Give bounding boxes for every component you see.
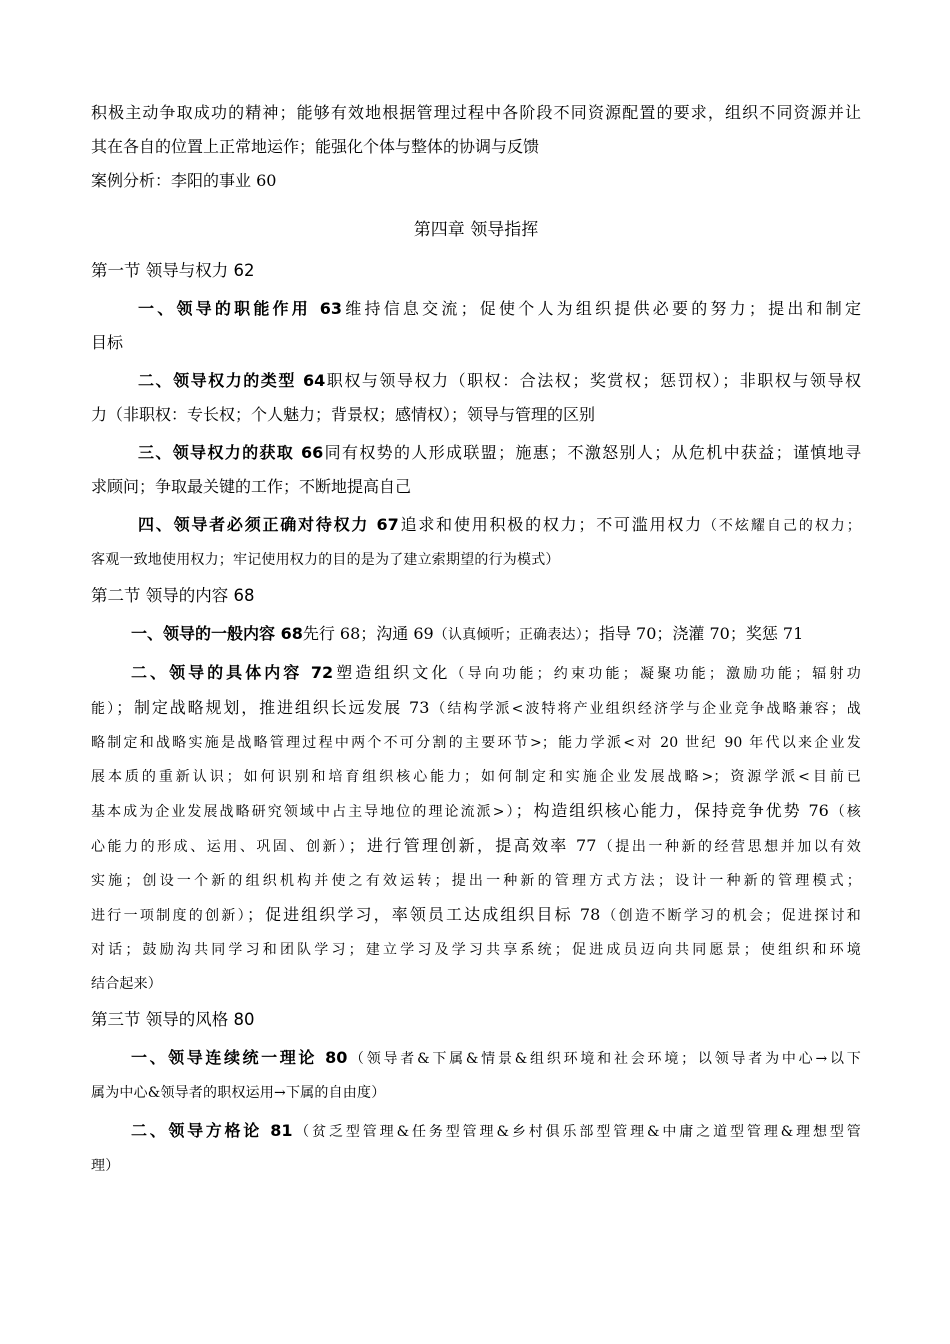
case-analysis: 案例分析：李阳的事业 60 [91,171,277,190]
s1-p2-heading: 二、领导权力的类型 64 [138,371,326,390]
s2-p2-line-4: 展本质的重新认识；如何识别和培育组织核心能力；如何制定和实施企业发展战略>；资源学派<目前已 [91,769,861,785]
s1-p4-heading: 四、领导者必须正确对待权力 67 [138,515,399,534]
s2-p2-line-10: 结合起来） [91,976,162,992]
s3-p2-line-2: 理） [91,1158,120,1174]
s2-p2-l2-b: ；制定战略规划，推进组织长远发展 73 [116,698,430,717]
s1-p1-text: 维持信息交流；促使个人为组织提供必要的努力；提出和制定 [342,299,861,318]
s1-p3-heading: 三、领导权力的获取 66 [138,443,324,462]
s2-p1-text-a: 先行 68；沟通 69 [302,624,434,643]
s2-p2-l8-c: （创造不断学习的机会；促进探讨和 [600,908,861,924]
s2-p2-text-a: 塑造组织文化 [333,663,451,682]
s2-p2-line-6 [91,829,861,864]
s2-p2-line-8 [91,898,861,933]
s1-p4-text-paren: （不炫耀自己的权力； [702,518,861,534]
s2-p2-line-9: 对话；鼓励沟共同学习和团队学习；建立学习及学习共享系统；促进成员迈向共同愿景；使组织和环境 [91,942,861,958]
s3-p2-text: （贫乏型管理&任务型管理&乡村俱乐部型管理&中庸之道型管理&理想型管 [292,1124,861,1140]
intro-line-2: 其在各自的位置上正常地运作；能强化个体与整体的协调与反馈 [91,137,540,156]
chapter-title: 第四章 领导指挥 [413,220,539,240]
s3-p2-heading: 二、领导方格论 81 [131,1121,293,1140]
s1-p2-text: 职权与领导权力（职权：合法权；奖赏权；惩罚权）；非职权与领导权 [325,371,861,390]
s2-p2-line-2 [91,691,861,726]
s1-p1-line-1 [91,292,861,326]
s1-p1-line-2: 目标 [91,333,124,352]
s3-p1-heading: 一、领导连续统一理论 80 [131,1048,348,1067]
s2-p2-l6-c: （提出一种新的经营思想并加以有效 [596,839,861,855]
s2-p1-text-c: ；指导 70；浇灌 70；奖惩 71 [582,624,804,643]
s2-p1-text-b: （认真倾听；正确表达） [433,627,583,643]
intro-line-1: 积极主动争取成功的精神；能够有效地根据管理过程中各阶段不同资源配置的要求，组织不同资源并让 [91,103,861,122]
s2-p2-line-1 [91,656,861,691]
s2-p2-l6-a: 心能力的形成、运用、巩固、创新） [91,839,349,855]
section-3-title: 第三节 领导的风格 80 [91,1010,255,1029]
document-page [91,96,861,1183]
s2-p2-l2-c: （结构学派<波特将产业组织经济学与企业竞争战略兼容；战 [429,701,861,717]
s2-p2-l8-b: ；促进组织学习，率领员工达成组织目标 78 [246,905,601,924]
s2-p1-line-1 [91,617,861,652]
s1-p1-heading: 一、领导的职能作用 63 [138,299,343,318]
s1-p3-text: 同有权势的人形成联盟；施惠；不激怒别人；从危机中获益；谨慎地寻 [323,443,861,462]
s2-p2-l6-b: ；进行管理创新，提高效率 77 [348,836,597,855]
s2-p2-text-b: （导向功能；约束功能；凝聚功能；激励功能；辐射功 [450,666,861,682]
s2-p2-heading: 二、领导的具体内容 72 [131,663,334,682]
s1-p4-line-1 [91,508,861,543]
s2-p2-l2-a: 能） [91,701,117,717]
section-1-title: 第一节 领导与权力 62 [91,261,255,280]
s1-p2-line-1 [91,364,861,398]
s1-p4-text: 追求和使用积极的权力；不可滥用权力 [398,515,703,534]
s2-p2-line-5 [91,794,861,829]
s3-p1-text: （领导者&下属&情景&组织环境和社会环境；以领导者为中心→以下 [347,1051,861,1067]
s2-p2-l5-b: ；构造组织核心能力，保持竞争优势 76 [515,801,829,820]
s2-p2-l5-a: 基本成为企业发展战略研究领域中占主导地位的理论流派>） [91,804,516,820]
s2-p2-l8-a: 进行一项制度的创新） [91,908,247,924]
s1-p2-line-2: 力（非职权：专长权；个人魅力；背景权；感情权）；领导与管理的区别 [91,405,596,424]
s3-p1-line-1 [91,1041,861,1076]
s2-p2-l5-c: （核 [828,804,861,820]
s1-p3-line-1 [91,436,861,470]
section-2-title: 第二节 领导的内容 68 [91,586,255,605]
s2-p2-line-3: 略制定和战略实施是战略管理过程中两个不可分割的主要环节>；能力学派<对 20 世纪 90 年代以来企业发 [91,735,861,751]
s3-p1-line-2: 属为中心&领导者的职权运用→下属的自由度） [91,1085,386,1101]
s3-p2-line-1 [91,1114,861,1149]
s2-p2-line-7: 实施；创设一个新的组织机构并使之有效运转；提出一种新的管理方式方法；设计一种新的管理模式； [91,873,861,889]
s1-p3-line-2: 求顾问；争取最关键的工作；不断地提高自己 [91,477,412,496]
s2-p1-heading: 一、领导的一般内容 68 [131,624,303,643]
s1-p4-line-2: 客观一致地使用权力；牢记使用权力的目的是为了建立索期望的行为模式） [91,552,560,568]
